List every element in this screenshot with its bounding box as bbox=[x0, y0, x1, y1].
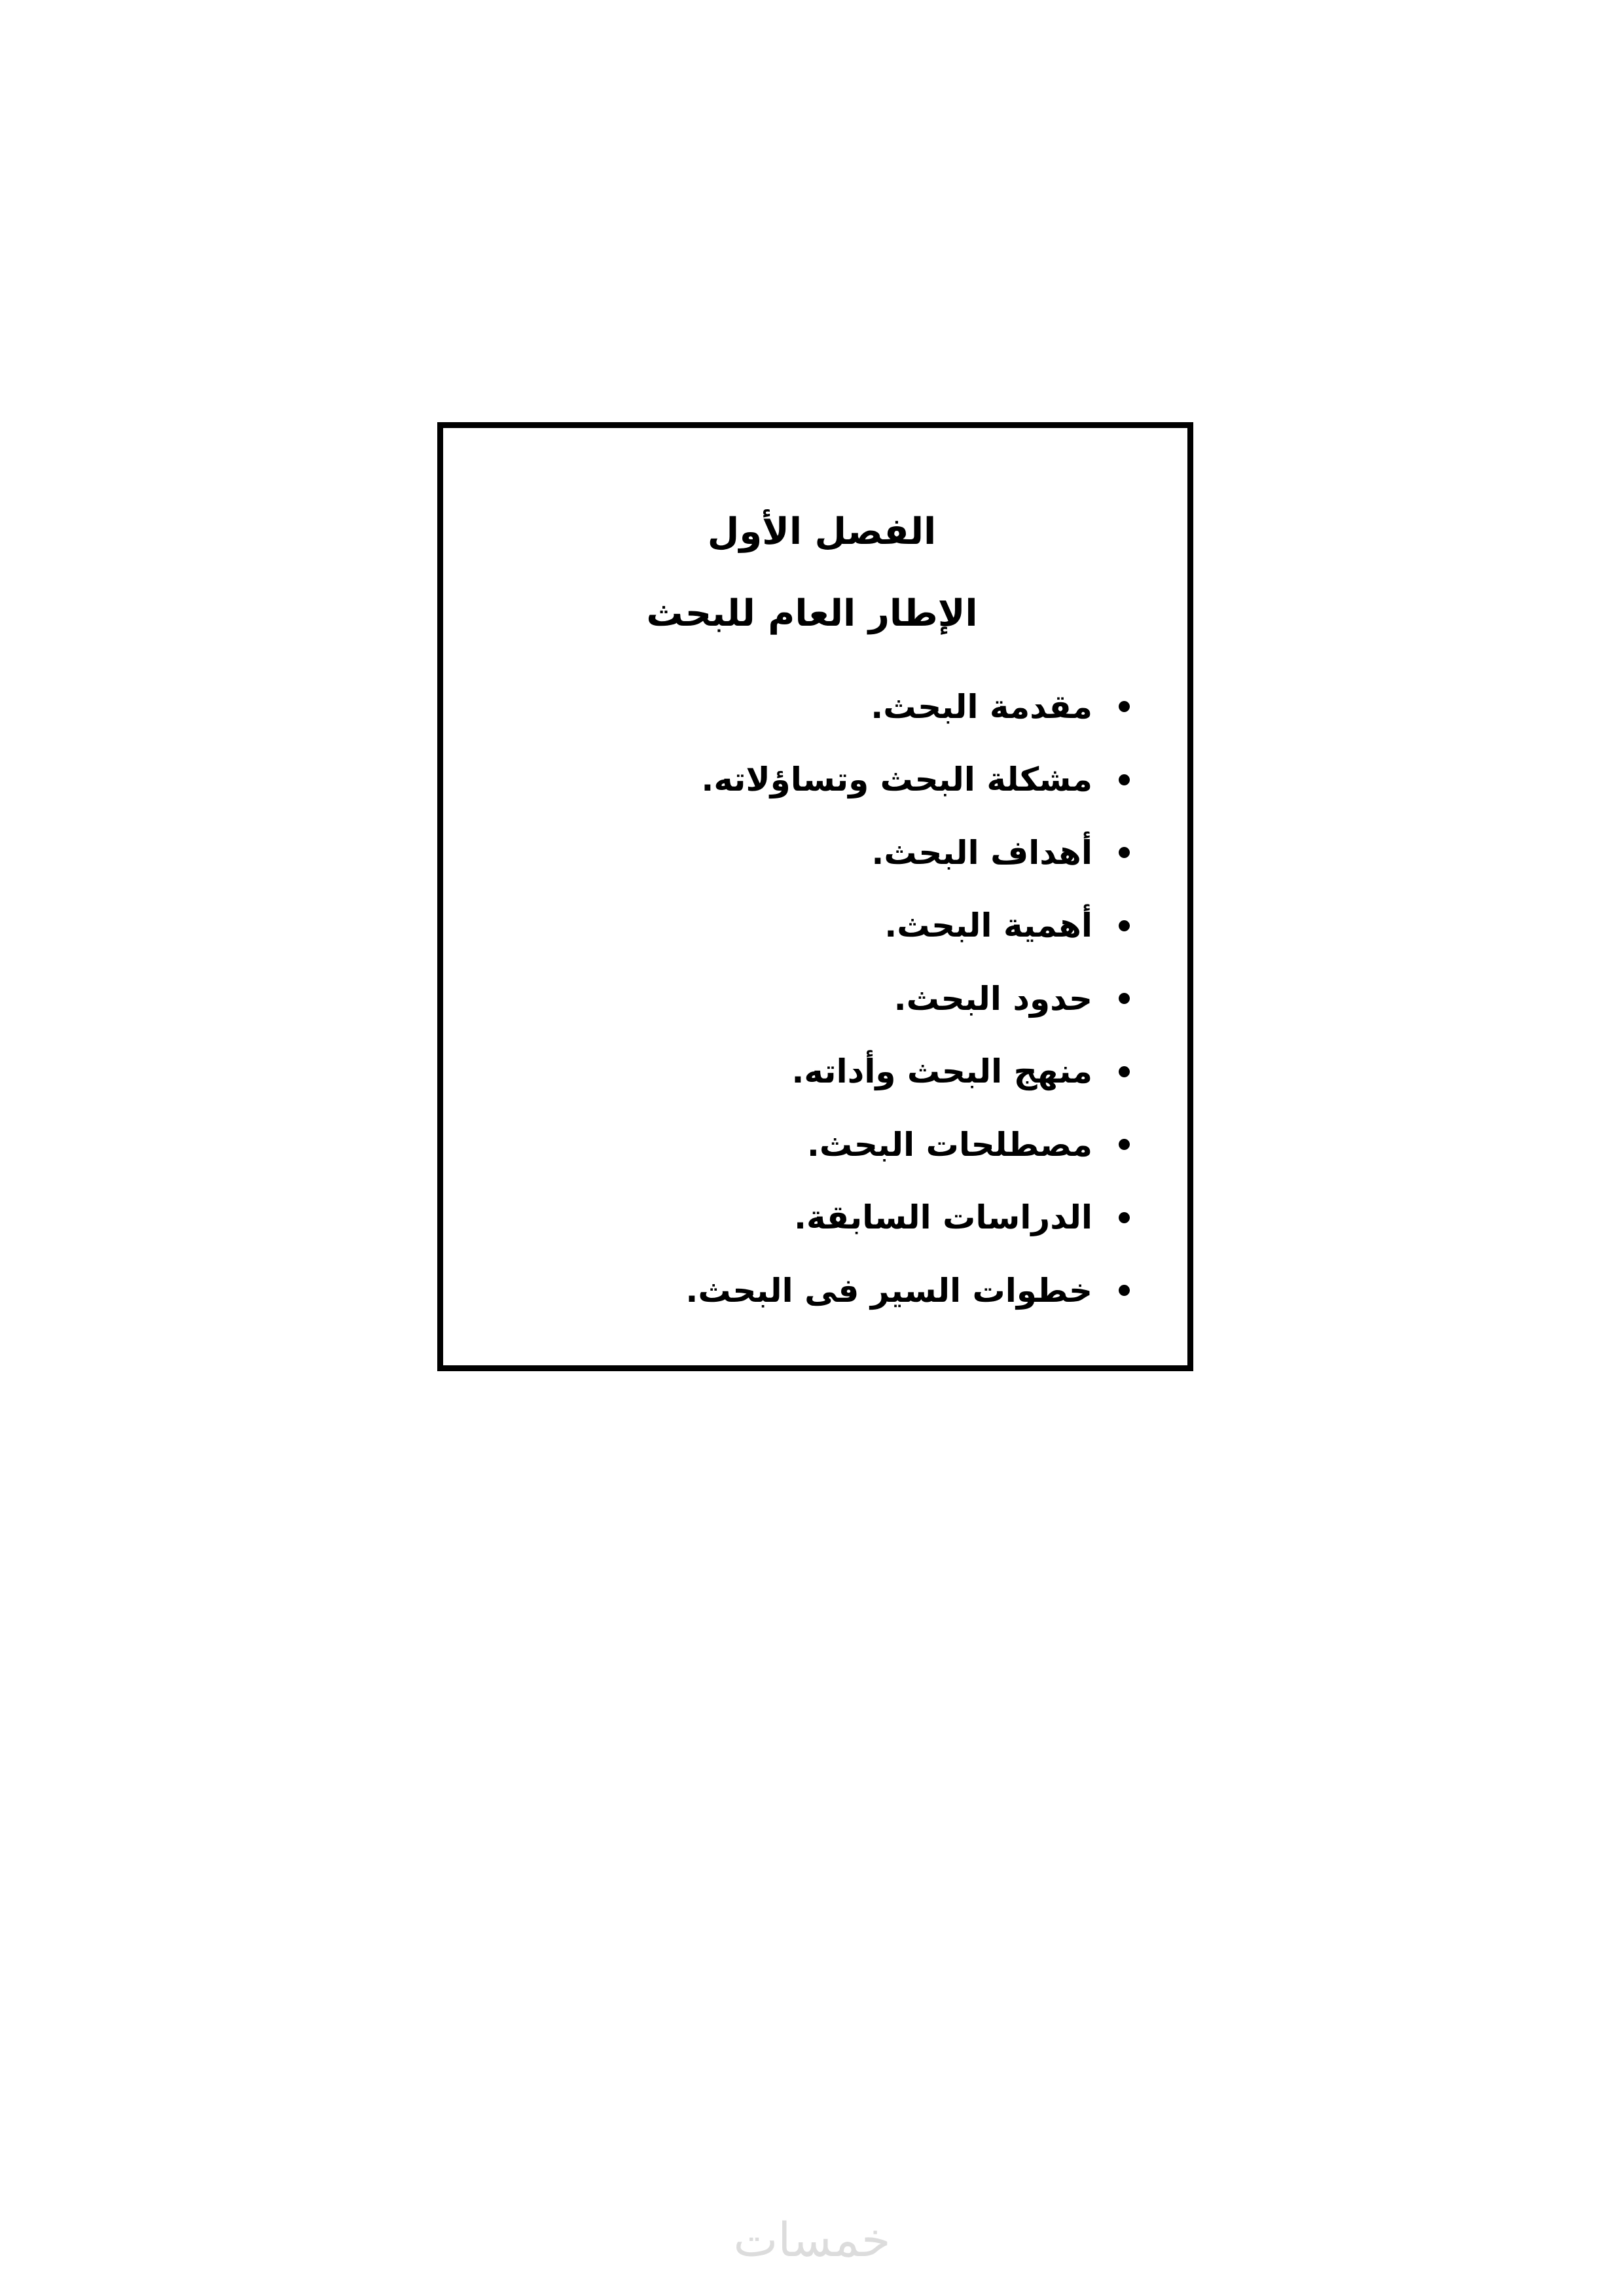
bullet-icon bbox=[1119, 920, 1130, 931]
bullet-icon bbox=[1119, 1212, 1130, 1223]
bullet-icon bbox=[1119, 1139, 1130, 1150]
bullet-icon bbox=[1119, 774, 1130, 785]
list-item-text: منهج البحث وأداته. bbox=[791, 1052, 1092, 1091]
list-item bbox=[541, 1254, 1130, 1327]
bullet-icon bbox=[1119, 701, 1130, 712]
list-item bbox=[541, 1181, 1130, 1255]
list-item-text: مقدمة البحث. bbox=[871, 687, 1092, 726]
list-item-text: أهمية البحث. bbox=[884, 906, 1092, 945]
list-item-text: مشكلة البحث وتساؤلاته. bbox=[701, 761, 1092, 799]
list-item bbox=[541, 816, 1130, 889]
list-item-text: حدود البحث. bbox=[893, 979, 1092, 1018]
chapter-title: الفصل الأول bbox=[707, 511, 937, 553]
topics-list bbox=[541, 670, 1130, 1327]
bullet-icon bbox=[1119, 847, 1130, 858]
list-item bbox=[541, 889, 1130, 963]
list-item-text: الدراسات السابقة. bbox=[794, 1198, 1092, 1237]
bullet-icon bbox=[1119, 993, 1130, 1004]
list-item-text: خطوات السير فى البحث. bbox=[685, 1271, 1092, 1310]
list-item bbox=[541, 1108, 1130, 1181]
list-item bbox=[541, 744, 1130, 817]
watermark-logo: خمسات bbox=[733, 2212, 891, 2267]
chapter-box bbox=[437, 422, 1193, 1371]
list-item-text: أهداف البحث. bbox=[871, 833, 1092, 872]
section-title: الإطار العام للبحث bbox=[646, 592, 978, 635]
list-item bbox=[541, 670, 1130, 744]
list-item bbox=[541, 962, 1130, 1035]
bullet-icon bbox=[1119, 1285, 1130, 1296]
bullet-icon bbox=[1119, 1066, 1130, 1077]
list-item bbox=[541, 1035, 1130, 1109]
list-item-text: مصطلحات البحث. bbox=[806, 1125, 1092, 1164]
